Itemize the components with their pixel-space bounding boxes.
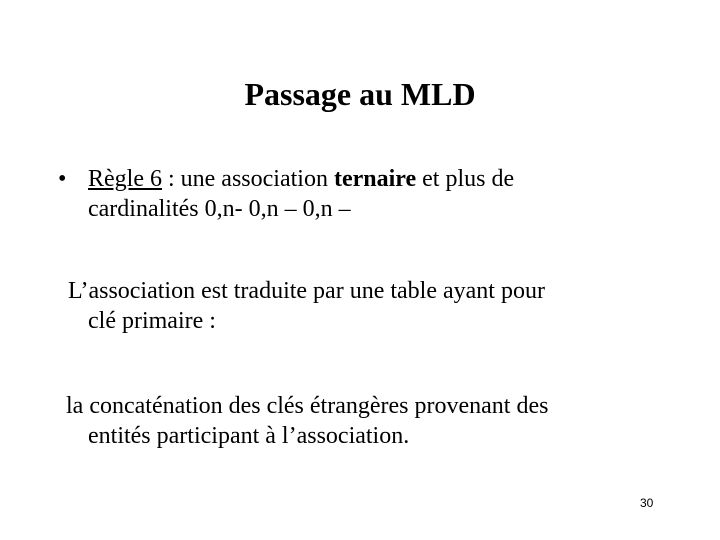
- page-number: 30: [640, 496, 654, 510]
- paragraph-1-line-2: clé primaire :: [88, 308, 216, 334]
- paragraph-2-line-1: la concaténation des clés étrangères provenant des: [66, 393, 549, 419]
- rule-text-middle: : une association: [161, 166, 334, 192]
- paragraph-1-line-1: L’association est traduite par une table ayant pour: [68, 278, 545, 304]
- rule-keyword-ternaire: ternaire: [333, 166, 417, 192]
- bullet-line-2: cardinalités 0,n- 0,n – 0,n –: [88, 196, 351, 222]
- rule-text-end: et plus de: [416, 166, 515, 192]
- bullet-icon: •: [58, 166, 67, 192]
- slide-title: Passage au MLD: [244, 76, 476, 112]
- paragraph-2-line-2: entités participant à l’association.: [88, 423, 410, 449]
- rule-label: Règle 6: [88, 166, 162, 192]
- bullet-item-rule-6: [58, 164, 658, 228]
- bullet-line-1: [88, 164, 514, 194]
